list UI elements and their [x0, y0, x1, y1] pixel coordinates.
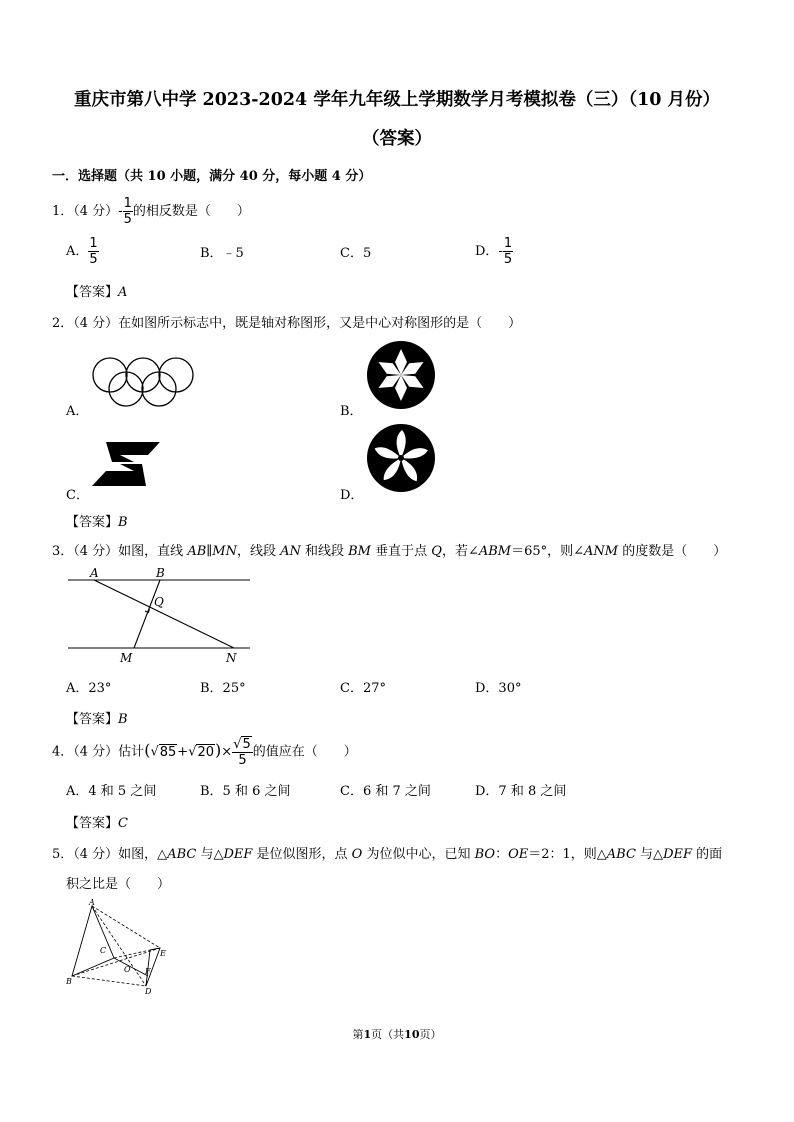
fraction-numerator: 1: [89, 236, 98, 251]
sqrt-5: 5: [242, 737, 251, 752]
stem-text: 3．（4 分）如图，直线: [52, 544, 188, 559]
question-5-stem-line-2: 积之比是（ ）: [66, 877, 171, 892]
section-heading: 一．选择题（共 10 小题，满分 40 分，每小题 4 分）: [52, 169, 372, 184]
stem-text: 垂直于点: [371, 544, 432, 559]
stem-text: 为位似中心，已知: [362, 847, 475, 862]
fraction-numerator: 1: [123, 196, 132, 211]
point-label-a: A: [89, 898, 95, 907]
point-label-a: A: [90, 566, 99, 580]
olympic-rings-logo: [88, 355, 200, 411]
stem-text: 的度数是（ ）: [618, 544, 727, 559]
sqrt-85: 85: [159, 744, 177, 760]
fraction-denominator: 5: [503, 252, 513, 267]
radical-sign: √: [150, 744, 159, 760]
math-var: ABC: [167, 847, 197, 862]
math-var: ANM: [584, 544, 619, 559]
point-label-q: Q: [154, 595, 164, 609]
times-sign: ×: [221, 744, 233, 760]
point-label-b: B: [66, 977, 72, 986]
question-4-option-d[interactable]: D．7 和 8 之间: [475, 784, 567, 799]
question-3-option-b[interactable]: B．25°: [200, 681, 246, 696]
math-var: OE: [508, 847, 529, 862]
homothety-figure: [62, 898, 172, 996]
page-footer: [0, 1026, 794, 1042]
fraction-denominator: 5: [123, 212, 132, 227]
question-1-answer: [66, 281, 127, 300]
fraction: [503, 236, 513, 267]
answer-label: 【答案】: [66, 712, 119, 727]
question-3-stem: [52, 540, 726, 559]
point-label-n: N: [226, 651, 237, 665]
question-1-option-c[interactable]: C．5: [340, 246, 372, 261]
minus-sign: -: [118, 204, 123, 219]
stem-text: ：: [495, 847, 509, 862]
point-label-o: O: [124, 965, 131, 974]
fraction-denominator: 5: [89, 252, 98, 267]
fraction-denominator: 5: [238, 753, 247, 768]
point-label-m: M: [120, 651, 133, 665]
point-label-b: B: [156, 566, 165, 580]
question-1-option-d[interactable]: [475, 236, 513, 267]
answer-label: 【答案】: [66, 285, 119, 300]
stem-text: ，线段: [236, 544, 281, 559]
fraction-numerator: 1: [503, 236, 513, 251]
radical-sign: √: [233, 737, 242, 752]
fraction-numerator: [232, 736, 253, 753]
sqrt-20: 20: [197, 744, 215, 760]
bauhinia-logo: [366, 423, 436, 493]
answer-value: B: [118, 712, 128, 727]
paren-open: (: [144, 740, 151, 760]
point-label-f: F: [145, 967, 151, 976]
stem-text: 与△: [196, 847, 224, 862]
question-2-answer: [66, 511, 128, 530]
point-label-e: E: [160, 949, 166, 958]
page-title: 重庆市第八中学 2023-2024 学年九年级上学期数学月考模拟卷（三）（10 月份）: [73, 90, 721, 110]
stem-text: 是位似图形，点: [252, 847, 352, 862]
question-4-option-b[interactable]: B．5 和 6 之间: [200, 784, 291, 799]
question-number: 1．（4 分）: [52, 204, 119, 219]
math-var: ABC: [606, 847, 636, 862]
fraction: [232, 736, 253, 768]
page-number: 1: [363, 1028, 372, 1041]
question-2-option-b[interactable]: B．: [340, 404, 363, 419]
stem-text: ＝65°，则∠: [511, 544, 585, 559]
minus-sign: -: [498, 244, 503, 259]
point-label-c: C: [100, 946, 107, 955]
snowflake-logo: [366, 340, 436, 410]
math-var: DEF: [223, 847, 253, 862]
stem-text: 5．（4 分）如图，△: [52, 847, 168, 862]
question-2-stem: 2．（4 分）在如图所示标志中，既是轴对称图形，又是中心对称图形的是（ ）: [52, 316, 522, 331]
question-1-option-a[interactable]: [66, 236, 99, 267]
stem-text: ，若∠: [441, 544, 479, 559]
stem-text: 与△: [635, 847, 664, 862]
question-4-option-a[interactable]: A．4 和 5 之间: [66, 784, 157, 799]
math-var: AN: [280, 544, 301, 559]
fraction: [123, 196, 133, 227]
question-3-option-c[interactable]: C．27°: [340, 681, 386, 696]
question-4-option-c[interactable]: C．6 和 7 之间: [340, 784, 431, 799]
question-3-option-a[interactable]: A．23°: [66, 681, 112, 696]
answer-value: A: [118, 285, 128, 300]
question-2-option-c[interactable]: C．: [66, 488, 89, 503]
question-3-answer: [66, 708, 128, 727]
parallel-lines-figure: [62, 562, 256, 670]
question-4-answer: [66, 812, 128, 831]
point-label-d: D: [145, 987, 152, 996]
plus-sign: +: [177, 744, 189, 760]
fraction: [88, 236, 98, 267]
stem-text: 4．（4 分）估计: [52, 744, 145, 760]
stem-text: 的面: [692, 847, 723, 862]
question-1-option-b[interactable]: B．﹣5: [200, 246, 244, 261]
math-var: O: [351, 847, 363, 862]
stem-text: 的相反数是（ ）: [132, 204, 250, 219]
math-var: BO: [474, 847, 496, 862]
option-label: D．: [475, 244, 499, 259]
s-shaped-logo: [90, 440, 162, 490]
question-3-option-d[interactable]: D．30°: [475, 681, 522, 696]
stem-text: 和线段: [300, 544, 349, 559]
question-5-stem: [52, 843, 722, 862]
stem-text: 的值应在（ ）: [252, 744, 357, 760]
answer-value: B: [118, 515, 128, 530]
paren-close: ): [215, 740, 222, 760]
answer-value: C: [118, 816, 128, 831]
footer-text: 第: [352, 1028, 364, 1041]
stem-text: ＝2：1，则△: [528, 847, 607, 862]
option-label: A．: [66, 244, 89, 259]
radical-sign: √: [188, 744, 197, 760]
total-pages: 10: [404, 1028, 420, 1041]
question-2-option-d[interactable]: D．: [340, 488, 364, 503]
page-subtitle: （答案）: [362, 129, 432, 149]
answer-label: 【答案】: [66, 816, 119, 831]
answer-label: 【答案】: [66, 515, 119, 530]
question-1-stem: [52, 196, 250, 227]
question-2-option-a[interactable]: A．: [66, 404, 89, 419]
footer-text: 页）: [419, 1028, 442, 1041]
math-var: Q: [431, 544, 442, 559]
footer-text: 页（共: [371, 1028, 405, 1041]
math-var: ABM: [478, 544, 512, 559]
math-var: BM: [348, 544, 371, 559]
math-var: AB∥MN: [187, 544, 237, 559]
question-4-stem: [52, 736, 357, 768]
math-var: DEF: [663, 847, 692, 862]
